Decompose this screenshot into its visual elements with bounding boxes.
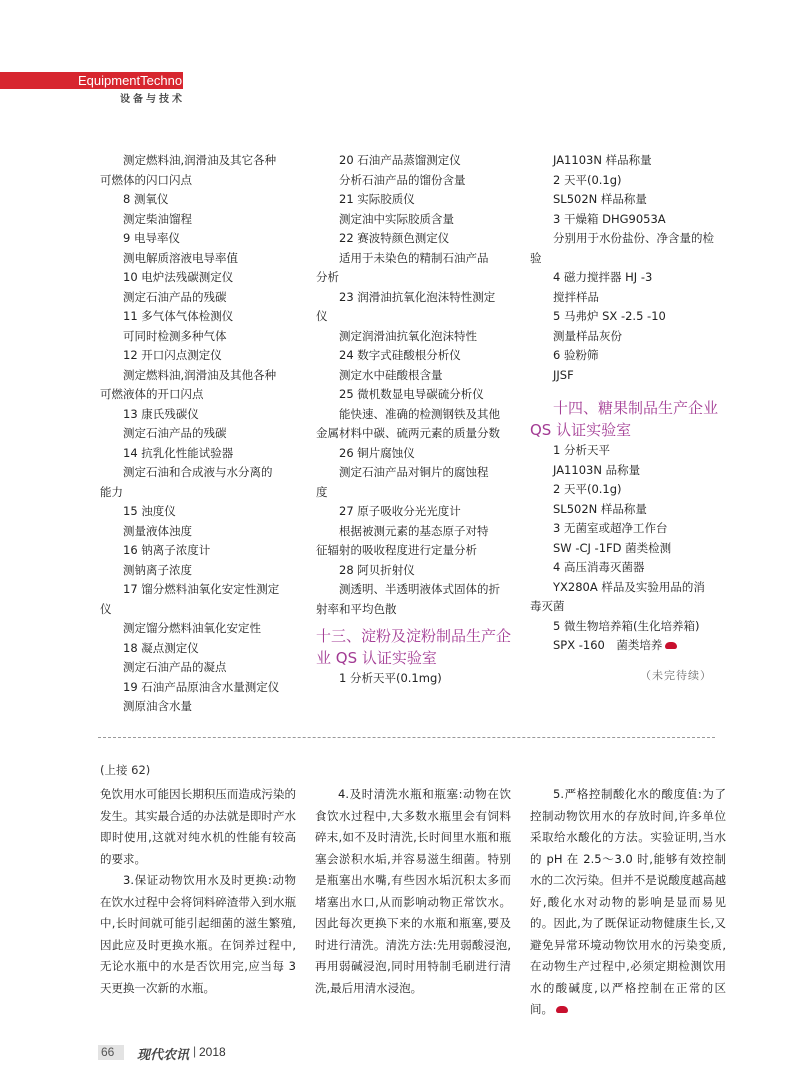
text-line: 测定石油产品对铜片的腐蚀程 — [339, 465, 489, 479]
text-line: 2 天平(0.1g) — [553, 482, 622, 496]
text-line: 可燃体的闪口闪点 — [100, 172, 192, 187]
text-line: 13 康氏残碳仪 — [123, 406, 199, 421]
text-line: 分别用于水份盐份、净含量的检 — [553, 231, 714, 245]
text-line: 射率和平均色散 — [316, 601, 397, 616]
text-line: 度 — [316, 484, 328, 499]
text-line: 测定馏分燃料油氧化安定性 — [123, 621, 261, 635]
text-line: 24 数字式硅酸根分析仪 — [339, 348, 461, 362]
text-line: 18 凝点测定仪 — [123, 640, 199, 655]
text-line: 6 验粉筛 — [553, 348, 599, 362]
text-line: 适用于未染色的精制石油产品 — [339, 250, 489, 265]
section-heading-13-line2: 业 QS 认证实验室 — [316, 649, 437, 667]
text-line: 测定柴油馏程 — [123, 211, 192, 226]
text-line: SPX -160 菌类培养 — [530, 636, 720, 656]
text-line: 仪 — [100, 601, 112, 616]
text-line: 测量样品灰份 — [553, 328, 622, 343]
text-line: 1 分析天平 — [553, 443, 610, 457]
text-line: 20 石油产品蒸馏测定仪 — [339, 153, 461, 167]
text-line: 测定石油产品的凝点 — [123, 660, 227, 674]
text-line: 征辐射的吸收程度进行定量分析 — [316, 543, 477, 557]
text-line: 3 无菌室或超净工作台 — [553, 521, 668, 535]
text-line: JA1103N 样品称量 — [553, 153, 652, 167]
text-line: 根据被测元素的基态原子对特 — [339, 523, 489, 538]
section-heading-13-line1: 十三、淀粉及淀粉制品生产企 — [316, 627, 512, 645]
bottom-column-2 — [315, 784, 511, 999]
text-line: 测电解质溶液电导率值 — [123, 250, 238, 265]
text-line: 测透明、半透明液体式固体的折 — [339, 582, 500, 596]
text-line: 测定石油产品的残碳 — [123, 289, 227, 304]
bottom-column-1 — [100, 784, 296, 999]
text-line: 28 阿贝折射仪 — [339, 562, 415, 577]
text-line: 测定油中实际胶质含量 — [339, 211, 454, 226]
text-line: 27 原子吸收分光光度计 — [339, 504, 461, 518]
text-line: 2 天平(0.1g) — [553, 172, 622, 187]
page-number: 66 — [101, 1045, 115, 1059]
text-line: 分析石油产品的馏份含量 — [339, 172, 466, 187]
text-line: 分析 — [316, 270, 339, 284]
section-heading-14-line2: QS 认证实验室 — [530, 421, 632, 439]
to-be-continued: （未完待续） — [640, 668, 712, 682]
text-line: YX280A 样品及实验用品的消 — [553, 579, 705, 594]
text-line: SL502N 样品称量 — [553, 501, 647, 516]
text-line: 12 开口闪点测定仪 — [123, 348, 222, 362]
header-english-title: EquipmentTechnology — [78, 73, 206, 88]
text-line: 测钠离子浓度 — [123, 562, 192, 577]
text-line: 26 铜片腐蚀仪 — [339, 445, 415, 460]
text-line: 8 测氧仪 — [123, 192, 169, 206]
text-line: 测定石油产品的残碳 — [123, 426, 227, 440]
text-line: 验 — [530, 250, 542, 265]
text-line: 能快速、准确的检测钢铁及其他 — [339, 406, 500, 421]
text-line: 21 实际胶质仪 — [339, 192, 415, 206]
text-line: 搅拌样品 — [553, 289, 599, 304]
end-mark-icon — [665, 642, 677, 649]
continued-from-note: (上接 62) — [100, 763, 151, 777]
text-line: 测定燃料油,润滑油及其他各种 — [123, 367, 277, 382]
text-line: 22 赛波特颜色测定仪 — [339, 231, 450, 245]
end-mark-icon — [556, 1006, 568, 1013]
text-line: 17 馏分燃料油氧化安定性测定 — [123, 582, 280, 596]
text-line: JA1103N 品称量 — [553, 462, 641, 477]
text-line: 9 电导率仪 — [123, 231, 180, 245]
text-line: 19 石油产品原油含水量测定仪 — [123, 679, 280, 694]
text-line: 4 高压消毒灭菌器 — [553, 560, 645, 574]
text-line: SL502N 样品称量 — [553, 192, 647, 206]
text-line: 可燃液体的开口闪点 — [100, 387, 204, 401]
text-line: 15 浊度仪 — [123, 504, 176, 518]
column-2 — [316, 151, 512, 689]
column-1 — [100, 151, 290, 717]
text-line: 测定燃料油,润滑油及其它各种 — [123, 153, 277, 167]
header-chinese-title: 设备与技术 — [120, 94, 185, 105]
section-divider — [98, 737, 715, 738]
text-line: 测量液体浊度 — [123, 523, 192, 538]
text-line: 测原油含水量 — [123, 699, 192, 713]
section-heading-14-line1: 十四、糖果制品生产企业 — [553, 399, 719, 417]
paragraph: 免饮用水可能因长期积压而造成污染的发生。其实最合适的办法就是即时产水即时使用,这就对纯水机的性能有较高的要求。 — [100, 787, 296, 866]
footer-year: 2018 — [199, 1045, 226, 1059]
text-line: 23 润滑油抗氧化泡沫特性测定 — [339, 289, 496, 304]
text-line: 16 钠离子浓度计 — [123, 543, 211, 557]
text-line: SW -CJ -1FD 菌类检测 — [553, 540, 672, 555]
text-line: 可同时检测多种气体 — [123, 328, 227, 343]
text-line: 仪 — [316, 309, 328, 323]
text-line: JJSF — [553, 367, 574, 382]
column-3 — [530, 151, 720, 685]
text-line: 3 干燥箱 DHG9053A — [553, 211, 666, 226]
text-line: 测定石油和合成液与水分离的 — [123, 465, 273, 479]
text-line: 5 微生物培养箱(生化培养箱) — [553, 618, 700, 633]
text-line: 11 多气体气体检测仪 — [123, 309, 234, 323]
text-line: 金属材料中碳、硫两元素的质量分数 — [316, 426, 500, 440]
footer-separator: | — [193, 1044, 197, 1058]
text-line: 4 磁力搅拌器 HJ -3 — [553, 270, 653, 284]
text-line: 14 抗乳化性能试验器 — [123, 445, 234, 460]
text-line: 能力 — [100, 484, 123, 499]
bottom-column-3 — [530, 784, 726, 1021]
text-line: 25 微机数显电导碳硫分析仪 — [339, 387, 484, 401]
text-line: 毒灭菌 — [530, 599, 565, 613]
paragraph: 5.严格控制酸化水的酸度值:为了控制动物饮用水的存放时间,许多单位采取给水酸化的方法。实验证明,当水的 pH 在 2.5～3.0 时,能够有效控制水的二次污染。但并不是说酸度越高越好,酸化水对动物的影响是显而易见的。因此,为了既保证动物健康生长,又避免异常环境动物饮用水的污染变质,在动物生产过程中,必须定期检测饮用水的酸碱度,以严格控制在正常的区间。 — [530, 787, 726, 1016]
text-line: 测定水中硅酸根含量 — [339, 367, 443, 382]
text-line: 5 马弗炉 SX -2.5 -10 — [553, 309, 666, 323]
text-line: 10 电炉法残碳测定仪 — [123, 270, 234, 284]
text-line: 测定润滑油抗氧化泡沫特性 — [339, 328, 477, 343]
paragraph: 3.保证动物饮用水及时更换:动物在饮水过程中会将饲料碎渣带入到水瓶中,长时间就可能引起细菌的滋生繁殖,因此应及时更换水瓶。在饲养过程中,无论水瓶中的水是否饮用完,应当每 3 天更换一次新的水瓶。 — [100, 873, 296, 995]
text-line: 1 分析天平(0.1mg) — [339, 671, 442, 685]
magazine-logo: 现代农讯 — [137, 1048, 190, 1063]
paragraph: 4.及时清洗水瓶和瓶塞:动物在饮食饮水过程中,大多数水瓶里会有饲料碎末,如不及时清洗,长时间里水瓶和瓶塞会淤积水垢,并容易滋生细菌。特别是瓶塞出水嘴,有些因水垢沉积太多而堵塞出水口,从而影响动物正常饮水。因此每次更换下来的水瓶和瓶塞,要及时进行清洗。清洗方法:先用弱酸浸泡,再用弱碱浸泡,同时用特制毛刷进行清洗,最后用清水浸泡。 — [315, 787, 511, 995]
